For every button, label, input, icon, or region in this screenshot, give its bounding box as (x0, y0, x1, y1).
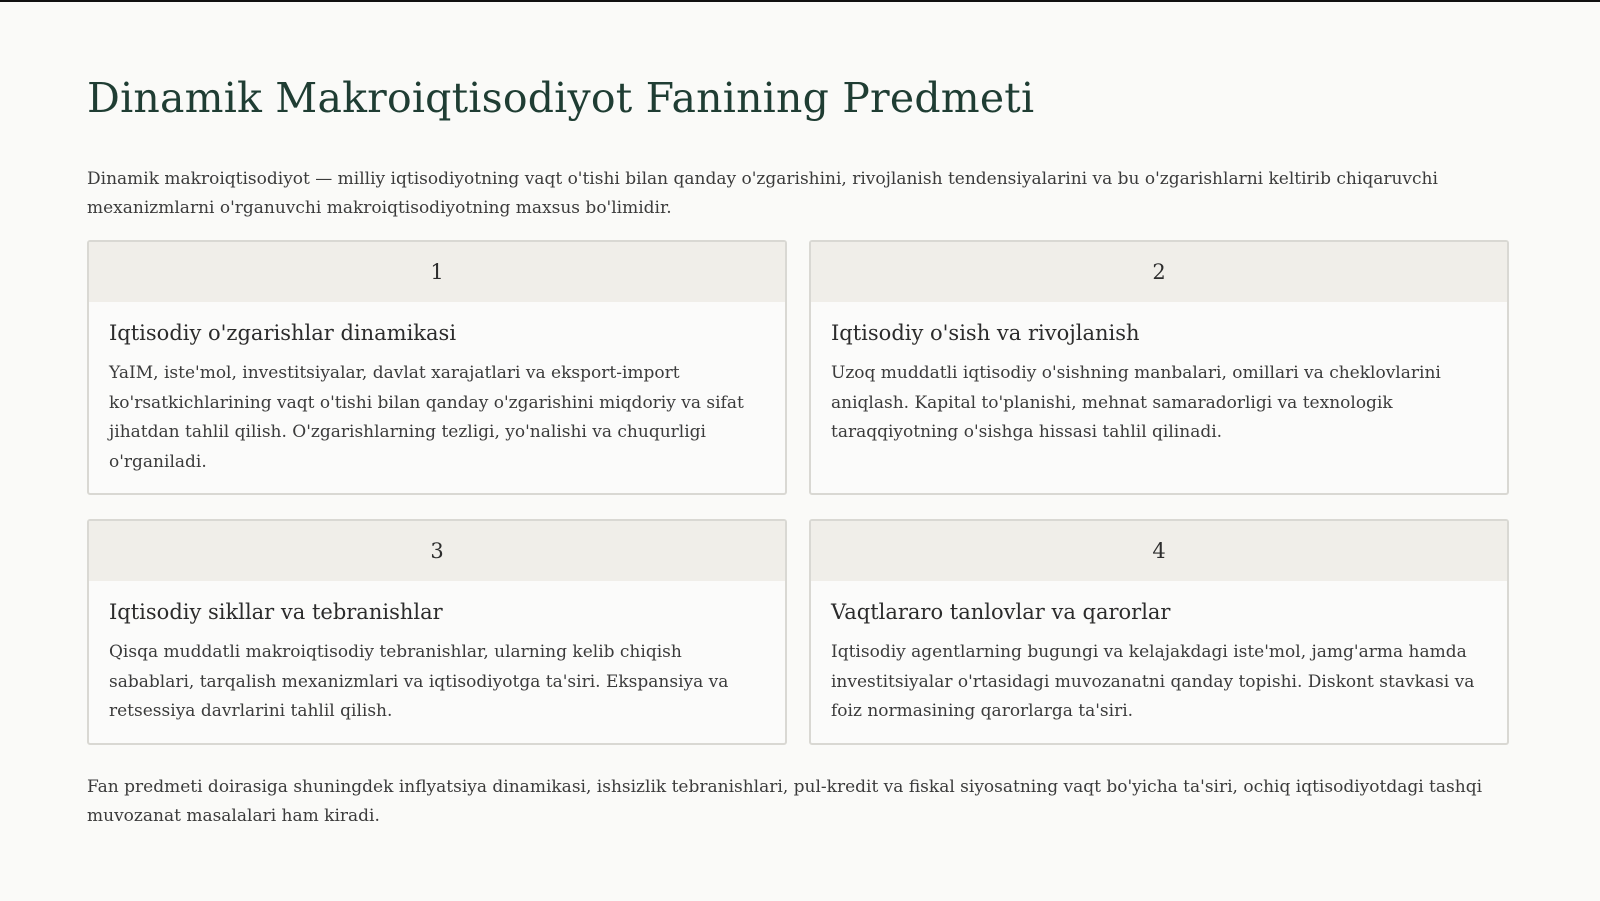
card-heading: Iqtisodiy o'zgarishlar dinamikasi (109, 321, 457, 345)
card-heading: Iqtisodiy o'sish va rivojlanish (831, 321, 1140, 345)
card-body (89, 302, 785, 495)
card-text: Uzoq muddatli iqtisodiy o'sishning manbalari, omillari va cheklovlarini aniqlash. Kapital to'planishi, mehnat samaradorligi va texnologik taraqqiyotning o'sishga hissasi tahlil qilinadi. (831, 363, 1441, 442)
card-2 (809, 240, 1509, 495)
intro-paragraph: Dinamik makroiqtisodiyot — milliy iqtisodiyotning vaqt o'tishi bilan qanday o'zgarishini, rivojlanish tendensiyalarini va bu o'zgarishlarni keltirib chiqaruvchi mexanizmlarni o'rganuvchi makroiqtisodiyotning maxsus bo'limidir. (87, 169, 1438, 218)
card-number: 1 (89, 242, 785, 302)
card-number: 4 (811, 521, 1507, 581)
card-body (89, 581, 785, 745)
card-1 (87, 240, 787, 495)
top-border (0, 0, 1600, 2)
card-heading: Iqtisodiy sikllar va tebranishlar (109, 600, 443, 624)
card-heading: Vaqtlararo tanlovlar va qarorlar (831, 600, 1171, 624)
card-3 (87, 519, 787, 745)
card-body (811, 302, 1507, 466)
card-text: Qisqa muddatli makroiqtisodiy tebranishlar, ularning kelib chiqish sabablari, tarqalish mexanizmlari va iqtisodiyotga ta'siri. Ekspansiya va retsessiya davrlarini tahlil qilish. (109, 642, 729, 721)
outro-paragraph: Fan predmeti doirasiga shuningdek inflyatsiya dinamikasi, ishsizlik tebranishlari, pul-kredit va fiskal siyosatning vaqt bo'yicha ta'siri, ochiq iqtisodiyotdagi tashqi muvozanat masalalari ham kiradi. (87, 777, 1483, 826)
card-text: YaIM, iste'mol, investitsiyalar, davlat xarajatlari va eksport-import ko'rsatkichlarining vaqt o'tishi bilan qanday o'zgarishini miqdoriy va sifat jihatdan tahlil qilish. O'zgarishlarning tezligi, yo'nalishi va chuqurligi o'rganiladi. (109, 363, 744, 472)
card-4 (809, 519, 1509, 745)
page-title: Dinamik Makroiqtisodiyot Fanining Predmeti (87, 74, 1035, 122)
card-number: 3 (89, 521, 785, 581)
card-text: Iqtisodiy agentlarning bugungi va kelajakdagi iste'mol, jamg'arma hamda investitsiyalar o'rtasidagi muvozanatni qanday topishi. Diskont stavkasi va foiz normasining qarorlarga ta'siri. (831, 642, 1475, 721)
card-body (811, 581, 1507, 745)
card-number: 2 (811, 242, 1507, 302)
